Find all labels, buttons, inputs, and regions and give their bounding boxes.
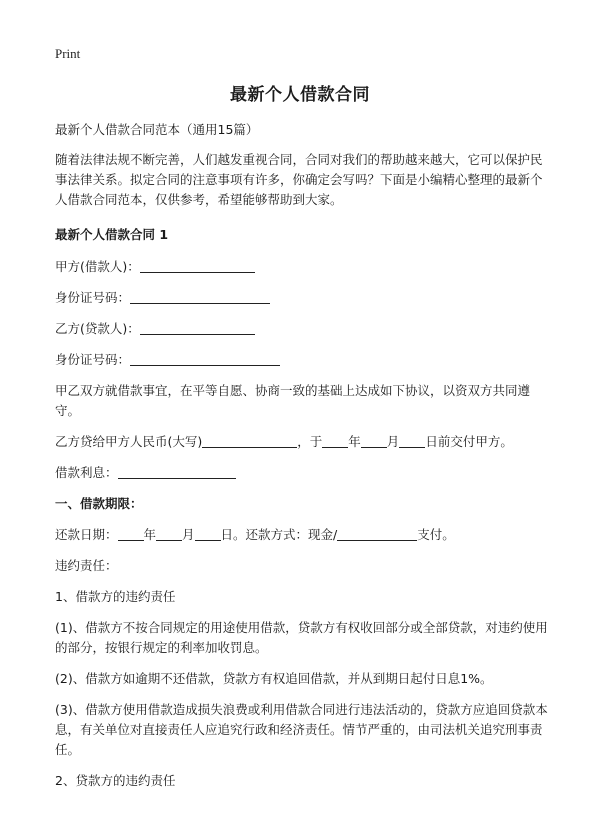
loan-day-blank [399, 432, 425, 448]
id-b-row [55, 350, 550, 370]
repay-month-blank [156, 525, 182, 541]
party-b-row [55, 319, 550, 339]
breach-label: 违约责任： [55, 558, 118, 573]
document-subtitle: 最新个人借款合同范本（通用15篇） [55, 122, 259, 137]
loan-year-blank [322, 432, 348, 448]
borrower-breach-heading: 1、借款方的违约责任 [55, 589, 176, 604]
loan-comma: ，于 [297, 434, 323, 449]
loan-prefix: 乙方贷给甲方人民币(大写) [55, 434, 203, 449]
repay-prefix: 还款日期： [55, 527, 118, 542]
id-a-blank [130, 288, 270, 304]
repay-day-blank [195, 525, 221, 541]
party-a-blank [140, 257, 255, 273]
repay-year-label: 年 [143, 527, 157, 542]
loan-amount-row [55, 432, 550, 452]
section-one-heading: 一、借款期限： [55, 496, 143, 511]
loan-month-label: 月 [386, 434, 400, 449]
document-title: 最新个人借款合同 [230, 85, 370, 105]
lender-breach-heading: 2、贷款方的违约责任 [55, 773, 176, 788]
id-a-label: 身份证号码： [55, 290, 131, 305]
intro-paragraph: 随着法律法规不断完善，人们越发重视合同，合同对我们的帮助越来越大，它可以保护民事法律关系。拟定合同的注意事项有许多，你确定会写吗？下面是小编精心整理的最新个人借款合同范本，仅供参考，希望能够帮助到大家。 [55, 152, 543, 207]
clause-2: (2)、借款方如逾期不还借款，贷款方有权追回借款，并从到期日起付日息1%。 [55, 671, 493, 686]
repay-year-blank [118, 525, 144, 541]
contract-heading: 最新个人借款合同 1 [55, 227, 169, 242]
loan-year-label: 年 [348, 434, 361, 449]
id-b-label: 身份证号码： [55, 352, 131, 367]
repay-month-label: 月 [182, 527, 195, 542]
interest-blank [118, 463, 236, 479]
document-body [55, 120, 550, 802]
party-b-blank [140, 319, 255, 335]
loan-suffix: 日前交付甲方。 [425, 434, 513, 449]
print-link[interactable]: Print [55, 46, 81, 61]
clause-3: (3)、借款方使用借款造成损失浪费或利用借款合同进行违法活动的，贷款方应追回贷款本息，有关单位对直接责任人应追究行政和经济责任。情节严重的，由司法机关追究刑事责任。 [55, 702, 548, 757]
party-a-row [55, 257, 550, 277]
repay-method-blank [337, 525, 417, 541]
loan-month-blank [361, 432, 387, 448]
id-a-row [55, 288, 550, 308]
interest-row [55, 463, 550, 483]
repay-suffix: 支付。 [417, 527, 455, 542]
repay-day-label: 日。还款方式：现金/ [220, 527, 338, 542]
interest-label: 借款利息： [55, 465, 118, 480]
loan-amount-blank [202, 432, 297, 448]
agreement-paragraph: 甲乙双方就借款事宜，在平等自愿、协商一致的基础上达成如下协议，以资双方共同遵守。 [55, 383, 531, 418]
party-b-label: 乙方(贷款人)： [55, 321, 140, 336]
repay-row [55, 525, 550, 545]
party-a-label: 甲方(借款人)： [55, 259, 140, 274]
id-b-blank [130, 350, 280, 366]
clause-1: (1)、借款方不按合同规定的用途使用借款，贷款方有权收回部分或全部贷款，对违约使用的部分，按银行规定的利率加收罚息。 [55, 620, 548, 655]
